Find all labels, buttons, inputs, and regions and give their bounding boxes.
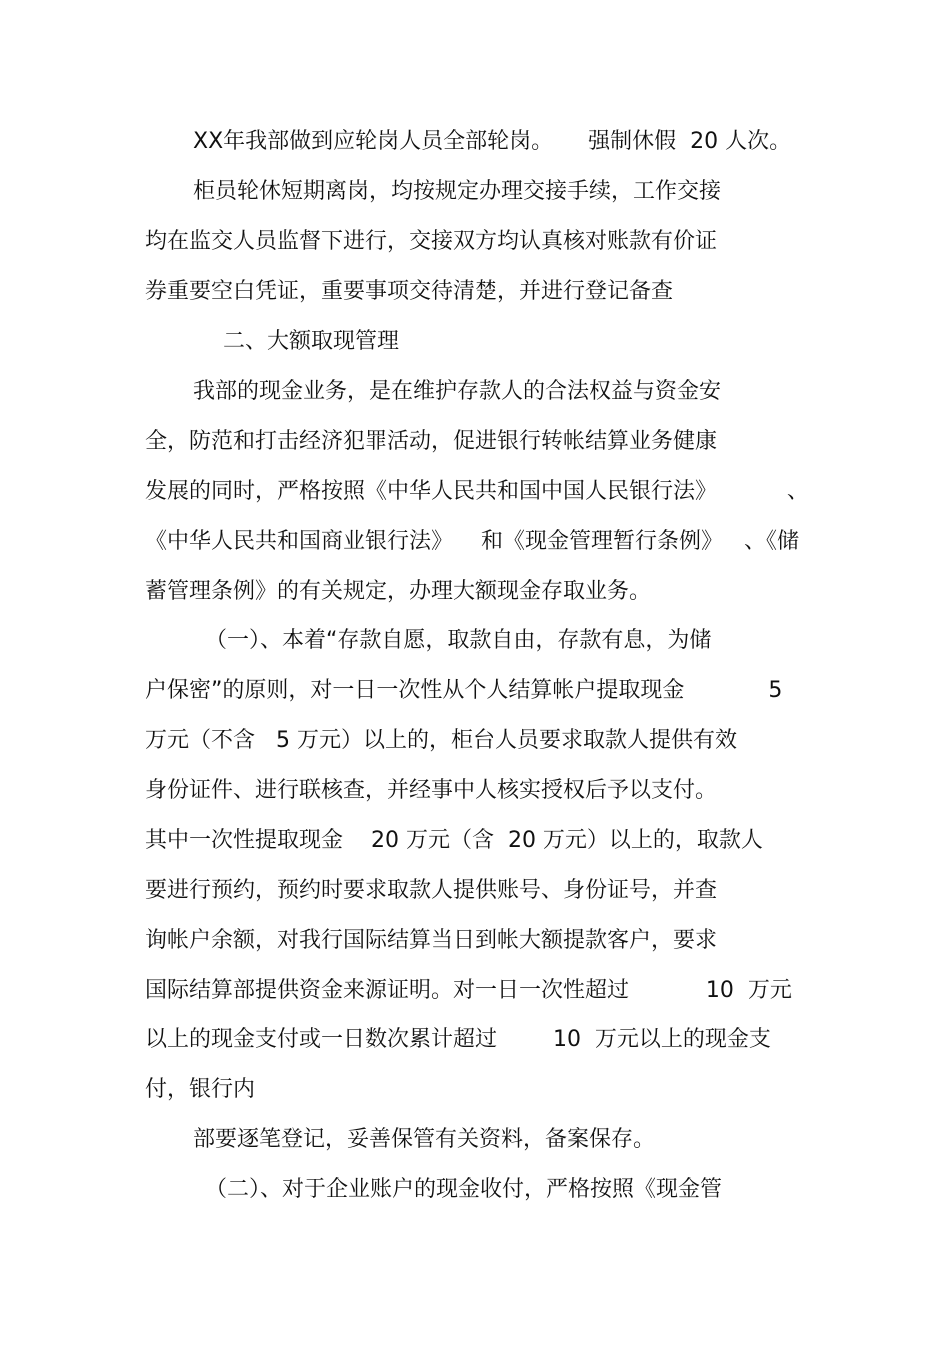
text-line: 国际结算部提供资金来源证明。对一日一次性超过 10 万元: [145, 978, 792, 1003]
text-line: XX年我部做到应轮岗人员全部轮岗。 强制休假 20 人次。: [193, 129, 792, 154]
text-line: 其中一次性提取现金 20 万元（含 20 万元）以上的，取款人: [145, 828, 763, 853]
text-line: 付，银行内: [145, 1077, 256, 1102]
text-line: 询帐户余额，对我行国际结算当日到帐大额提款客户，要求: [145, 928, 718, 953]
text-line: 以上的现金支付或一日数次累计超过 10 万元以上的现金支: [145, 1027, 771, 1052]
text-line: 发展的同时，严格按照《中华人民共和国中国人民银行法》 、: [145, 479, 809, 504]
section-heading: 二、大额取现管理: [223, 329, 400, 354]
text-line: 我部的现金业务，是在维护存款人的合法权益与资金安: [193, 379, 722, 404]
text-line: 万元（不含 5 万元）以上的，柜台人员要求取款人提供有效: [145, 728, 737, 753]
text-line: 均在监交人员监督下进行，交接双方均认真核对账款有价证: [145, 229, 718, 254]
text-line: 蓄管理条例》的有关规定，办理大额现金存取业务。: [145, 579, 652, 604]
text-line: 《中华人民共和国商业银行法》 和《现金管理暂行条例》 、《储: [145, 529, 799, 554]
text-line: 身份证件、进行联核查，并经事中人核实授权后予以支付。: [145, 778, 718, 803]
text-line: （二）、对于企业账户的现金收付，严格按照《现金管: [205, 1177, 723, 1202]
text-line: 全，防范和打击经济犯罪活动，促进银行转帐结算业务健康: [145, 429, 718, 454]
text-line: 柜员轮休短期离岗，均按规定办理交接手续，工作交接: [193, 179, 722, 204]
text-line: 部要逐笔登记，妥善保管有关资料，备案保存。: [193, 1127, 656, 1152]
text-line: 券重要空白凭证，重要事项交待清楚，并进行登记备查: [145, 279, 674, 304]
text-line: 户保密”的原则，对一日一次性从个人结算帐户提取现金 5: [145, 678, 783, 703]
text-line: 要进行预约，预约时要求取款人提供账号、身份证号，并查: [145, 878, 718, 903]
text-line: （一）、本着“存款自愿，取款自由，存款有息，为储: [205, 628, 712, 653]
